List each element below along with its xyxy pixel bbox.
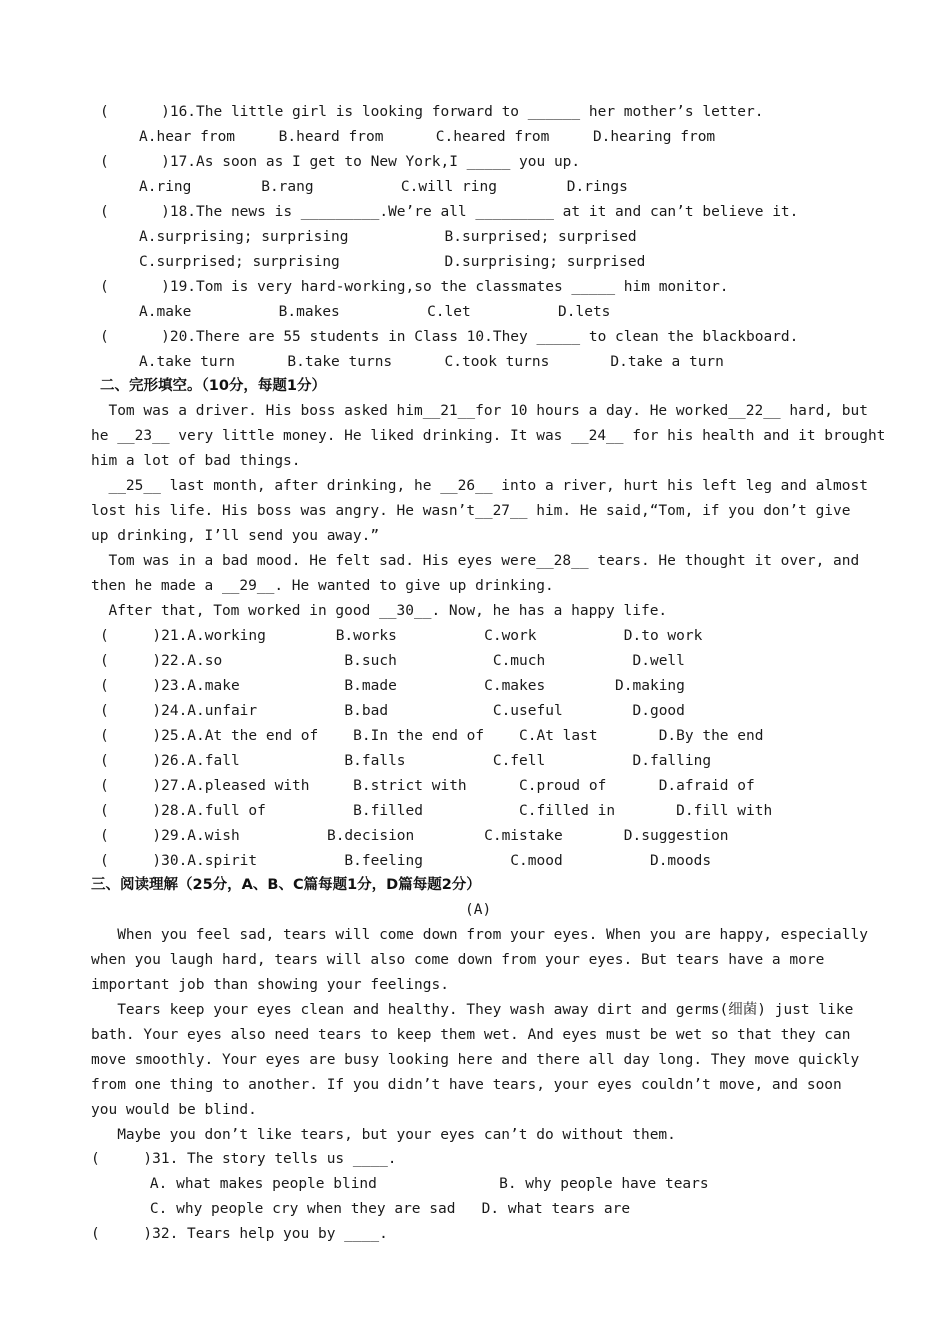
cloze-option-row: ( )23.A.make B.made C.makes D.making bbox=[100, 678, 685, 694]
cloze-line: Tom was in a bad mood. He felt sad. His eyes were__28__ tears. He thought it over, and bbox=[91, 553, 860, 569]
section-2-title: 二、完形填空。（10分，每题1分） bbox=[100, 378, 327, 394]
cloze-option-row: ( )21.A.working B.works C.work D.to work bbox=[100, 628, 703, 644]
reading-line: move smoothly. Your eyes are busy looking here and there all day long. They move quickly bbox=[91, 1052, 860, 1068]
question-32: ( )32. Tears help you by ____. bbox=[91, 1226, 388, 1242]
cloze-option-row: ( )28.A.full of B.filled C.filled in D.fill with bbox=[100, 803, 773, 819]
cloze-line: up drinking, I’ll send you away.” bbox=[91, 528, 380, 544]
question-16-options: A.hear from B.heard from C.heared from D.hearing from bbox=[139, 129, 716, 145]
question-17-options: A.ring B.rang C.will ring D.rings bbox=[139, 179, 628, 195]
question-31-options-2: C. why people cry when they are sad D. what tears are bbox=[115, 1201, 631, 1217]
cloze-option-row: ( )22.A.so B.such C.much D.well bbox=[100, 653, 685, 669]
reading-line: Tears keep your eyes clean and healthy. They wash away dirt and germs(细菌) just like bbox=[91, 1002, 854, 1018]
question-20: ( )20.There are 55 students in Class 10.They _____ to clean the blackboard. bbox=[100, 329, 799, 345]
cloze-line: he __23__ very little money. He liked drinking. It was __24__ for his health and it brought bbox=[91, 428, 886, 444]
cloze-line: __25__ last month, after drinking, he __26__ into a river, hurt his left leg and almost bbox=[91, 478, 868, 494]
question-31: ( )31. The story tells us ____. bbox=[91, 1151, 397, 1167]
cloze-line: After that, Tom worked in good __30__. Now, he has a happy life. bbox=[91, 603, 668, 619]
question-18-options-2: C.surprised; surprising D.surprising; surprised bbox=[139, 254, 646, 270]
cloze-option-row: ( )26.A.fall B.falls C.fell D.falling bbox=[100, 753, 712, 769]
reading-line: Maybe you don’t like tears, but your eyes can’t do without them. bbox=[91, 1127, 676, 1143]
cloze-line: then he made a __29__. He wanted to give up drinking. bbox=[91, 578, 554, 594]
reading-line: bath. Your eyes also need tears to keep them wet. And eyes must be wet so that they can bbox=[91, 1027, 851, 1043]
part-a-label: (A) bbox=[465, 902, 492, 918]
reading-line: you would be blind. bbox=[91, 1102, 257, 1118]
cloze-line: him a lot of bad things. bbox=[91, 453, 301, 469]
question-16: ( )16.The little girl is looking forward to ______ her mother’s letter. bbox=[100, 104, 764, 120]
section-3-title: 三、阅读理解（25分，A、B、C篇每题1分，D篇每题2分） bbox=[91, 877, 481, 893]
reading-line: when you laugh hard, tears will also come down from your eyes. But tears have a more bbox=[91, 952, 825, 968]
question-19-options: A.make B.makes C.let D.lets bbox=[139, 304, 611, 320]
question-17: ( )17.As soon as I get to New York,I _____ you up. bbox=[100, 154, 581, 170]
question-18: ( )18.The news is _________.We’re all _________ at it and can’t believe it. bbox=[100, 204, 799, 220]
cloze-option-row: ( )25.A.At the end of B.In the end of C.At last D.By the end bbox=[100, 728, 764, 744]
reading-line: When you feel sad, tears will come down from your eyes. When you are happy, especially bbox=[91, 927, 868, 943]
cloze-line: lost his life. His boss was angry. He wasn’t__27__ him. He said,“Tom, if you don’t give bbox=[91, 503, 851, 519]
cloze-option-row: ( )27.A.pleased with B.strict with C.proud of D.afraid of bbox=[100, 778, 755, 794]
question-18-options: A.surprising; surprising B.surprised; surprised bbox=[139, 229, 637, 245]
reading-line: from one thing to another. If you didn’t have tears, your eyes couldn’t move, and soon bbox=[91, 1077, 842, 1093]
reading-line: important job than showing your feelings. bbox=[91, 977, 449, 993]
cloze-option-row: ( )29.A.wish B.decision C.mistake D.suggestion bbox=[100, 828, 729, 844]
cloze-option-row: ( )30.A.spirit B.feeling C.mood D.moods bbox=[100, 853, 712, 869]
question-31-options: A. what makes people blind B. why people have tears bbox=[115, 1176, 709, 1192]
question-19: ( )19.Tom is very hard-working,so the classmates _____ him monitor. bbox=[100, 279, 729, 295]
cloze-option-row: ( )24.A.unfair B.bad C.useful D.good bbox=[100, 703, 685, 719]
cloze-line: Tom was a driver. His boss asked him__21__for 10 hours a day. He worked__22__ hard, but bbox=[91, 403, 868, 419]
question-20-options: A.take turn B.take turns C.took turns D.take a turn bbox=[139, 354, 724, 370]
